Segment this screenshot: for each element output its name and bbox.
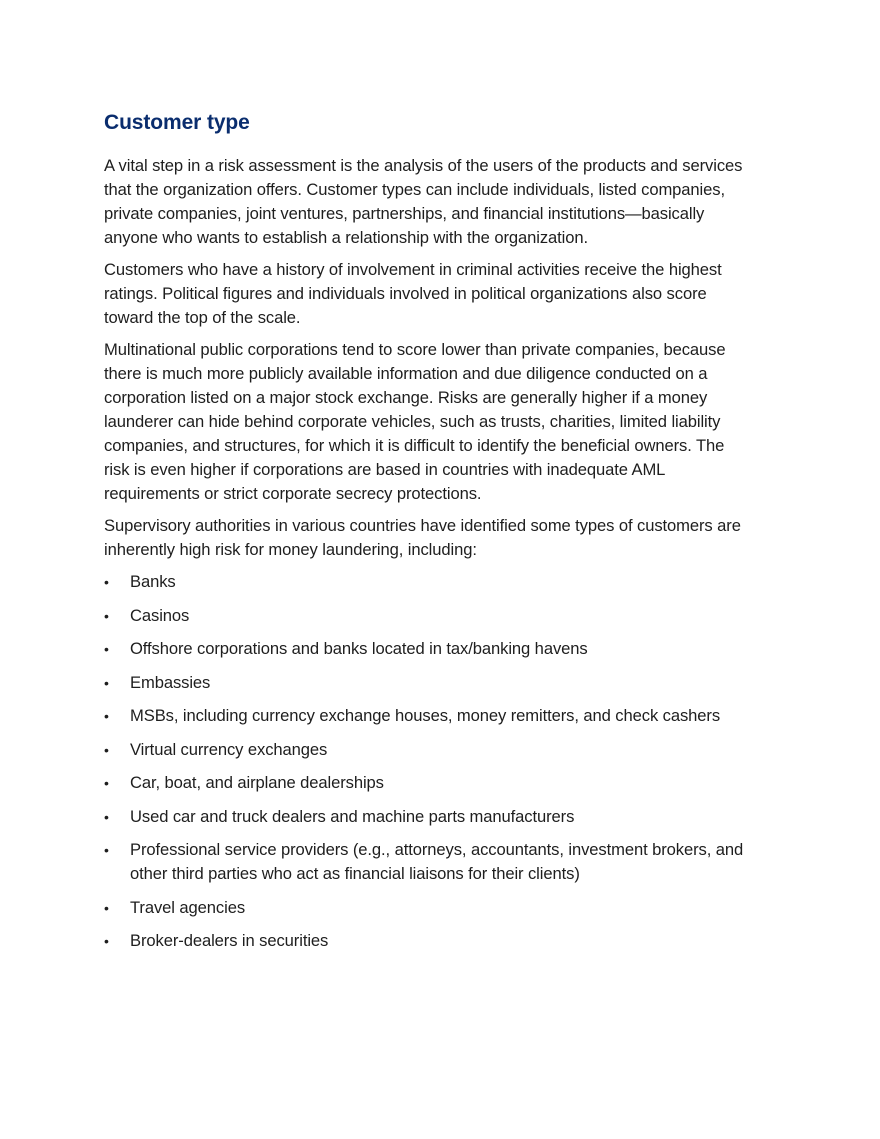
list-item-text: Embassies xyxy=(130,672,211,692)
list-item-text: Car, boat, and airplane dealerships xyxy=(130,773,384,792)
paragraph-criminal-history: Customers who have a history of involvement in criminal activities receive the highest ratings. Political figures and individuals involved in political organizations also score toward the top of the scale. xyxy=(104,260,722,327)
list-item-text: Casinos xyxy=(130,605,190,625)
bullet-icon: • xyxy=(104,674,109,691)
bullet-icon: • xyxy=(104,775,109,791)
list-item-text: Broker-dealers in securities xyxy=(130,931,329,950)
paragraph-intro: A vital step in a risk assessment is the analysis of the users of the products and services that the organization offers. Customer types can include individuals, listed companies, private companies, joint ventures, partnerships, and financial institutions—basically anyone who wants to establish a relationship with the organization. xyxy=(104,156,743,247)
list-item-text: Used car and truck dealers and machine parts manufacturers xyxy=(130,806,575,826)
bullet-icon: • xyxy=(104,808,109,825)
bullet-icon: • xyxy=(104,574,109,590)
list-item-text: Offshore corporations and banks located in tax/banking havens xyxy=(130,639,588,658)
bullet-icon: • xyxy=(104,708,109,724)
bullet-icon: • xyxy=(104,842,109,858)
bullet-icon: • xyxy=(104,607,109,624)
list-item xyxy=(104,671,754,695)
list-item-text: Professional service providers (e.g., attorneys, accountants, investment brokers, and other third parties who act as financial liaisons for their clients) xyxy=(130,840,744,883)
list-item xyxy=(104,805,754,829)
list-item xyxy=(104,771,754,795)
high-risk-customer-list xyxy=(104,570,754,953)
list-item xyxy=(104,738,754,762)
list-item xyxy=(104,838,754,886)
paragraph-supervisory: Supervisory authorities in various countries have identified some types of customers are inherently high risk for money laundering, including: xyxy=(104,516,741,559)
bullet-icon: • xyxy=(104,741,109,758)
list-item-text: Travel agencies xyxy=(130,897,246,917)
bullet-icon: • xyxy=(104,641,109,657)
section-heading: Customer type xyxy=(104,111,250,134)
list-item xyxy=(104,637,754,661)
bullet-icon: • xyxy=(104,933,109,949)
list-item xyxy=(104,570,754,594)
paragraph-corporations: Multinational public corporations tend to score lower than private companies, because there is much more publicly available information and due diligence conducted on a corporation listed on a major stock exchange. Risks are generally higher if a money launderer can hide behind corporate vehicles, such as trusts, charities, limited liability companies, and structures, for which it is difficult to identify the beneficial owners. The risk is even higher if corporations are based in countries with inadequate AML requirements or strict corporate secrecy protections. xyxy=(104,340,726,503)
bullet-icon: • xyxy=(104,899,109,916)
document-page xyxy=(104,108,754,963)
list-item-text: Virtual currency exchanges xyxy=(130,739,328,759)
list-item xyxy=(104,896,754,920)
list-item-text: MSBs, including currency exchange houses, money remitters, and check cashers xyxy=(130,706,721,725)
list-item xyxy=(104,604,754,628)
list-item xyxy=(104,929,754,953)
list-item-text: Banks xyxy=(130,572,176,591)
list-item xyxy=(104,704,754,728)
